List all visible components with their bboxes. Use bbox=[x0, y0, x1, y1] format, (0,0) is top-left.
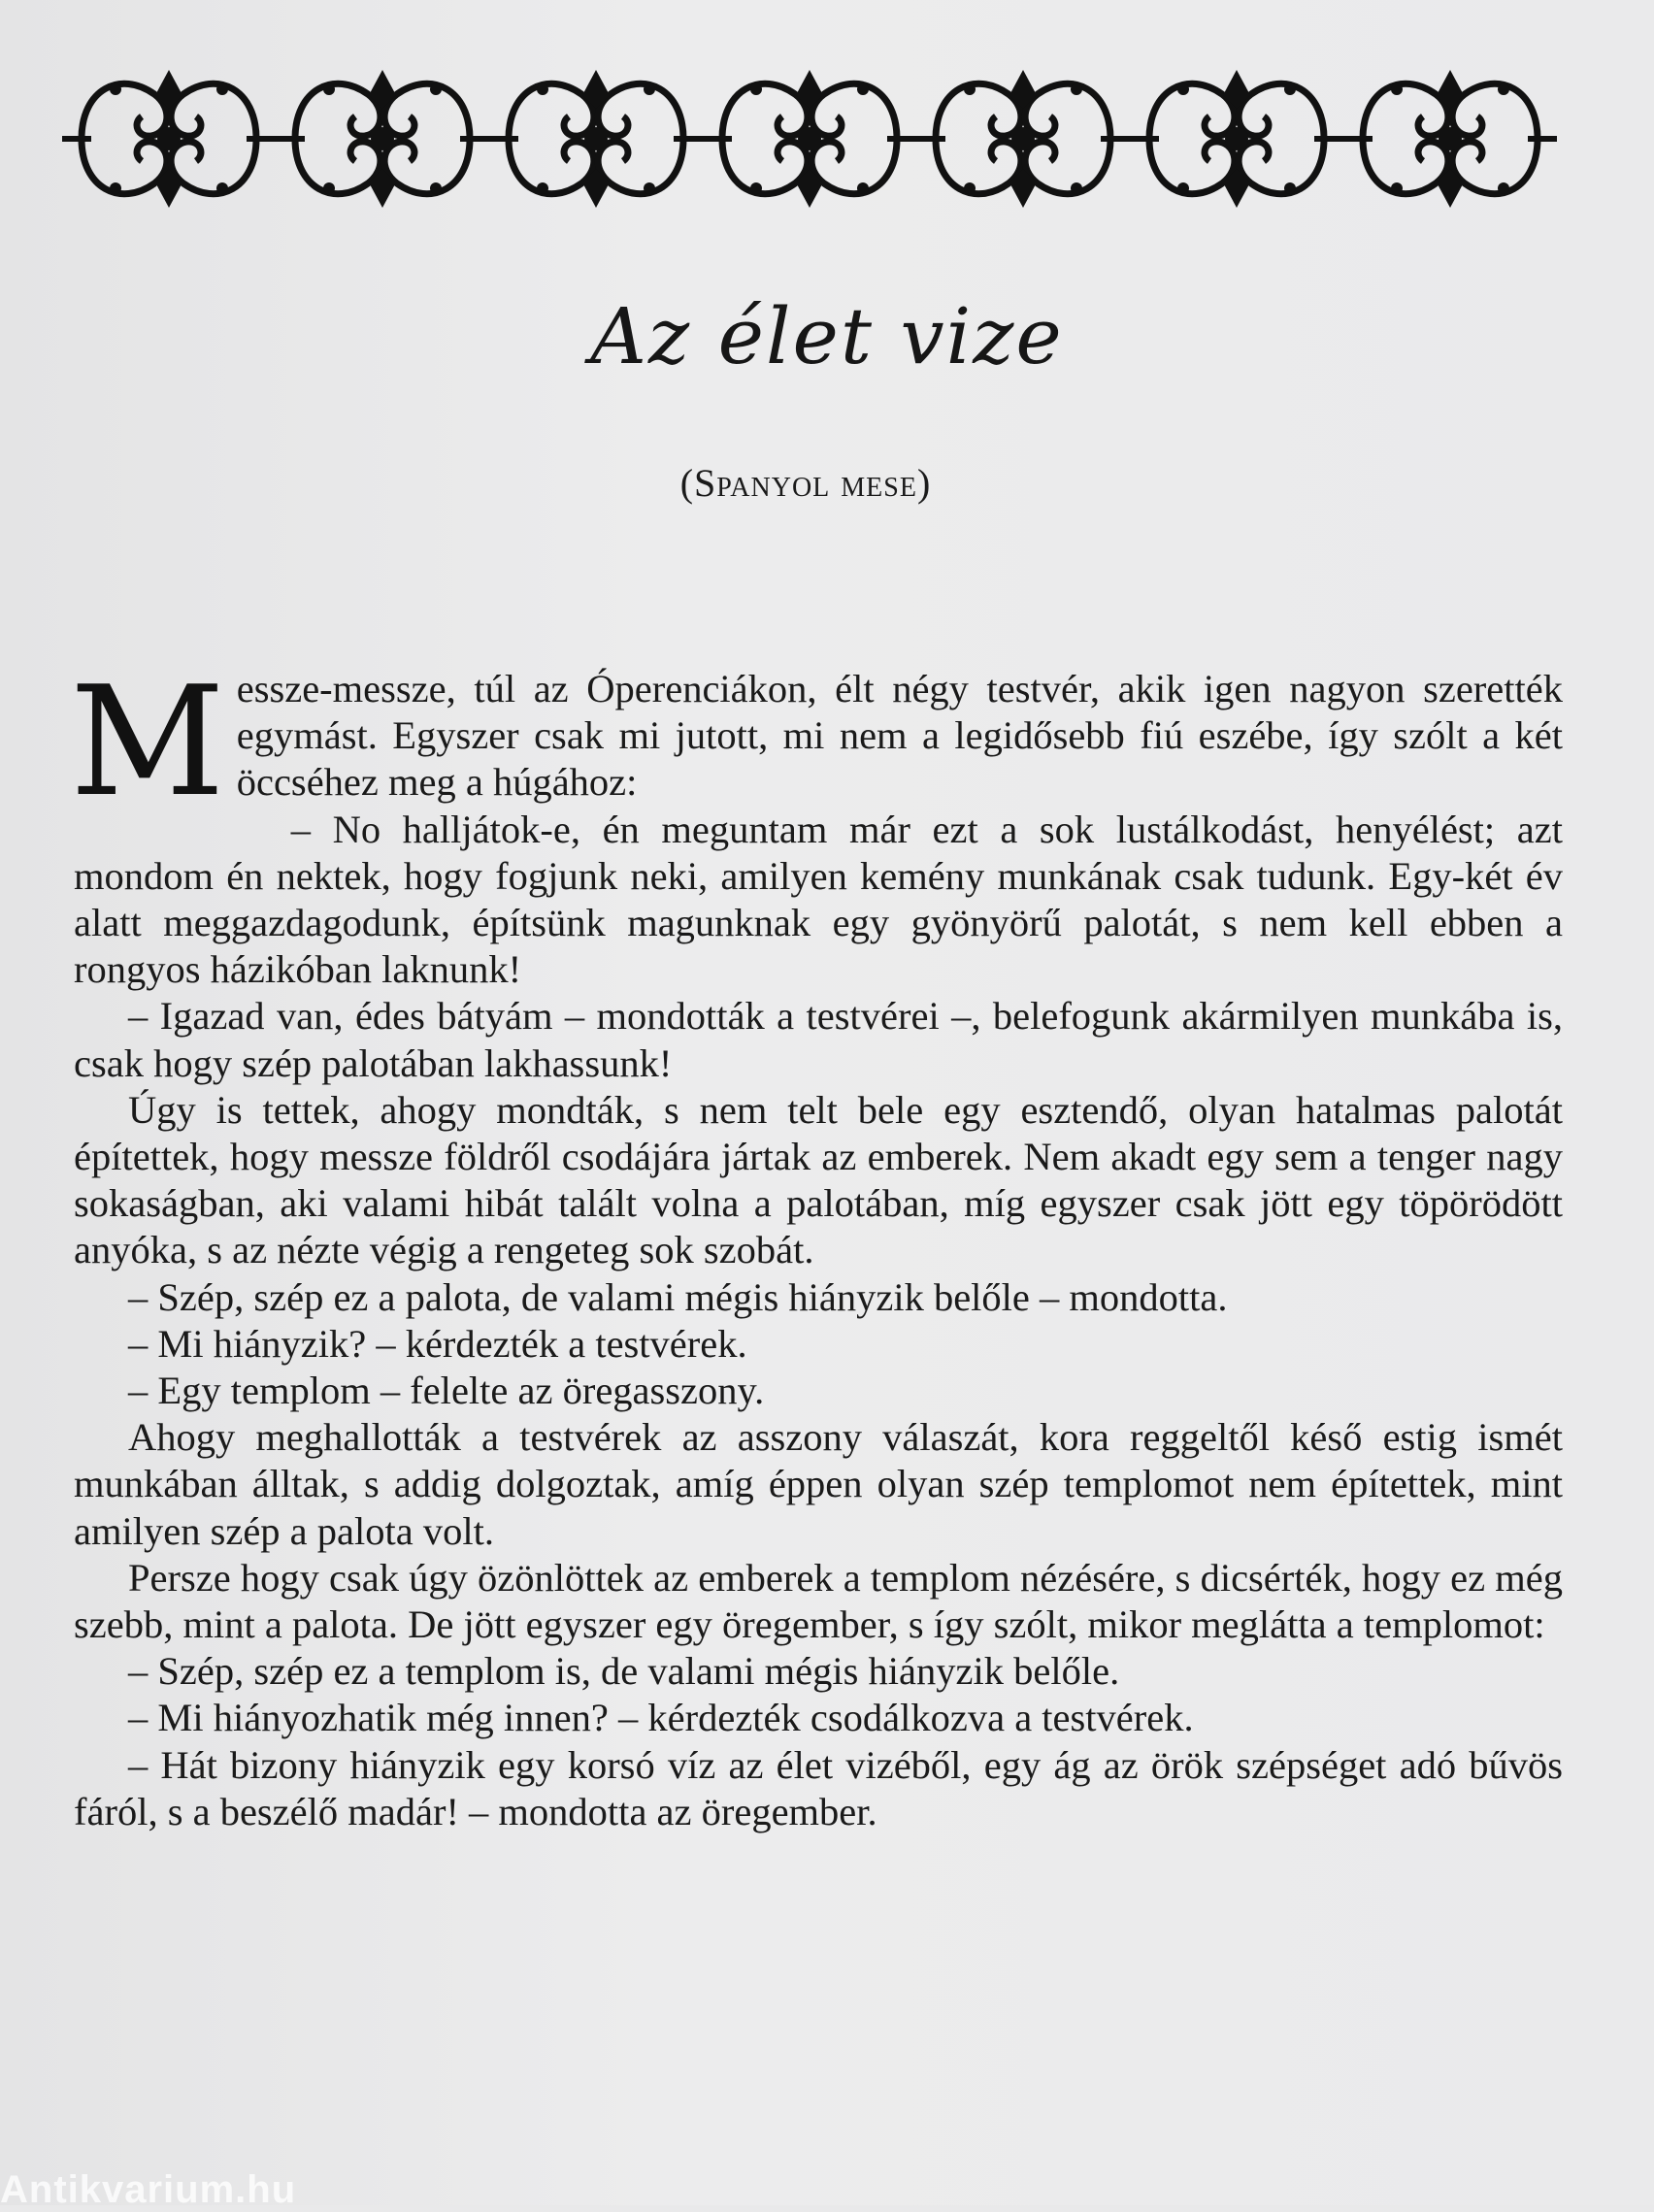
paragraph-12: – Hát bizony hiányzik egy korsó víz az élet vizéből, egy ág az örök szépséget adó bűvös fáról, s a beszélő madár! – mondotta az öregember. bbox=[74, 1742, 1563, 1833]
paragraph-7: – Egy templom – felelte az öregasszony. bbox=[128, 1369, 765, 1413]
paragraph-1-text: essze-messze, túl az Óperenciákon, élt négy testvér, akik igen nagyon szerették egymást. Egyszer csak mi jutott, mi nem a legidősebb fiú eszébe, így szólt a két öccséhez meg a húgához: bbox=[236, 667, 1563, 805]
watermark: Antikvarium.hu bbox=[0, 2168, 297, 2211]
paragraph-4: Úgy is tettek, ahogy mondták, s nem telt bele egy esztendő, olyan hatalmas palotát építettek, hogy messze földről csodájára jártak az emberek. Nem akadt egy sem a tenger nagy sokaságban, aki valami hibát talált volna a palotában, míg egyszer csak jött egy töpörödött anyóka, s az nézte végig a rengeteg sok szobát. bbox=[74, 1087, 1563, 1272]
page-subtitle: (Spanyol mese) bbox=[679, 461, 932, 505]
page-title: Az élet vize bbox=[590, 291, 1064, 381]
drop-cap: M bbox=[70, 653, 225, 830]
ornamental-border bbox=[62, 50, 1557, 227]
story-text bbox=[70, 653, 1563, 1835]
paragraph-5: – Szép, szép ez a palota, de valami mégis hiányzik belőle – mondotta. bbox=[128, 1274, 1228, 1319]
paragraph-9: Persze hogy csak úgy özönlöttek az emberek a templom nézésére, s dicsérték, hogy ez még szebb, mint a palota. De jött egyszer egy öregember, s így szólt, mikor meglátta a templomot: bbox=[74, 1555, 1563, 1647]
paragraph-2: – No halljátok-e, én meguntam már ezt a sok lustálkodást, henyélést; azt mondom én nektek, hogy fogjunk neki, amilyen kemény munkának csak tudunk. Egy-két év alatt meggazdagodunk, építsünk magunknak egy gyönyörű palotát, s nem kell ebben a rongyos házikóban laknunk! bbox=[74, 807, 1563, 992]
paragraph-11: – Mi hiányozhatik még innen? – kérdezték csodálkozva a testvérek. bbox=[128, 1696, 1194, 1740]
paragraph-1 bbox=[70, 653, 1563, 830]
paragraph-6: – Mi hiányzik? – kérdezték a testvérek. bbox=[128, 1321, 747, 1366]
paragraph-8: Ahogy meghallották a testvérek az asszony válaszát, kora reggeltől késő estig ismét munkában álltak, s addig dolgoztak, amíg éppen olyan szép templomot nem építettek, mint amilyen szép a palota volt. bbox=[74, 1415, 1563, 1553]
paragraph-10: – Szép, szép ez a templom is, de valami mégis hiányzik belőle. bbox=[128, 1649, 1120, 1694]
paragraph-3: – Igazad van, édes bátyám – mondották a testvérei –, belefogunk akármilyen munkába is, csak hogy szép palotában lakhassunk! bbox=[74, 994, 1563, 1085]
